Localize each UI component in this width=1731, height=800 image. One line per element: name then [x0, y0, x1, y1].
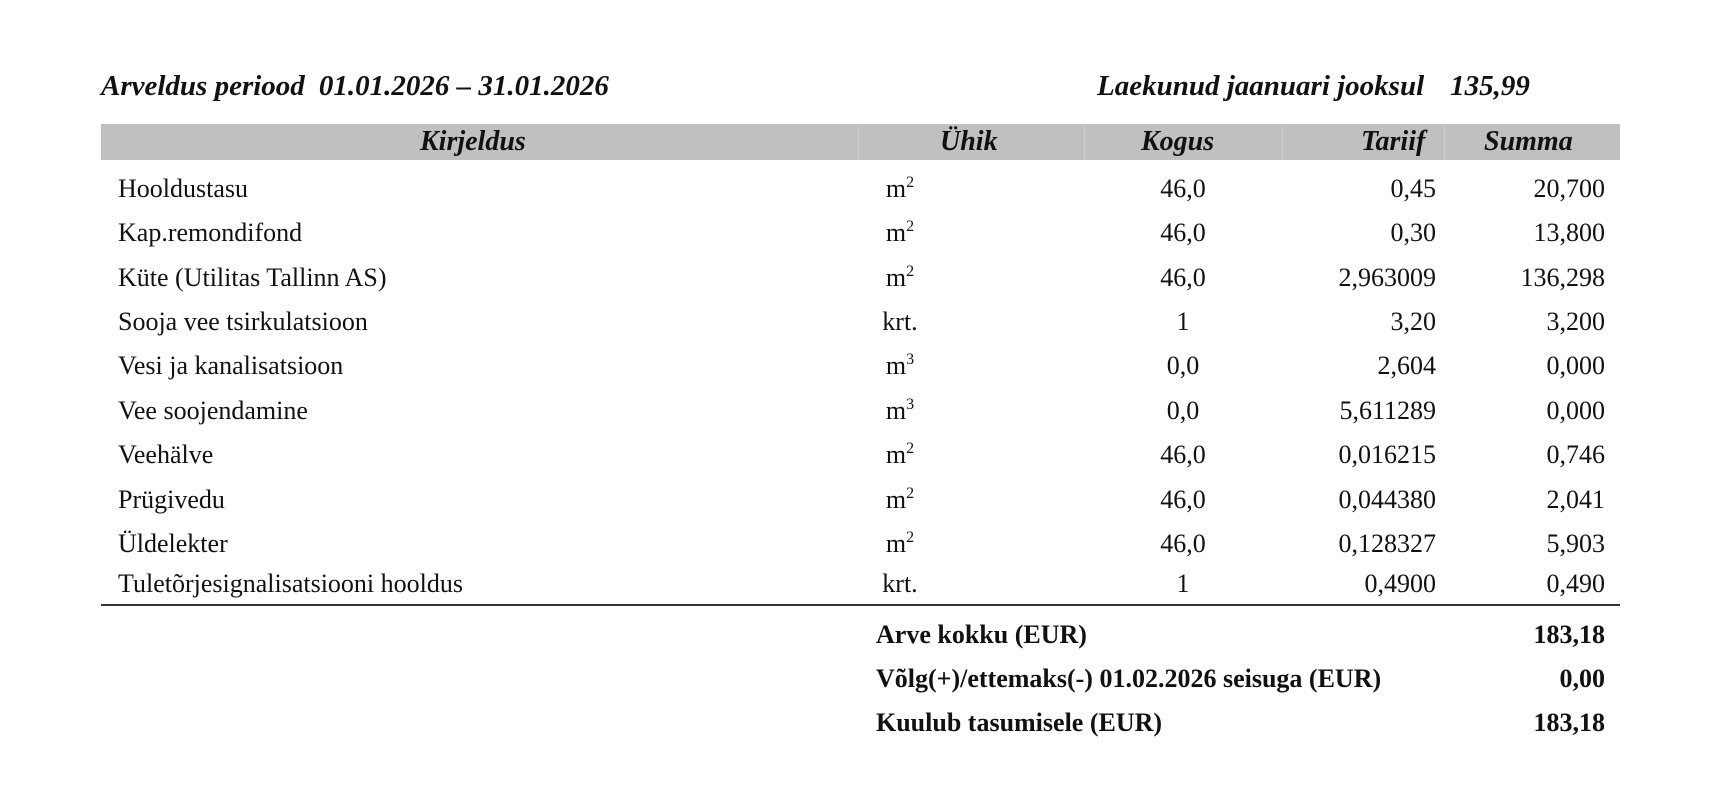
row-unit	[825, 529, 975, 559]
table-row	[0, 529, 1731, 565]
row-quantity: 46,0	[1160, 529, 1206, 558]
row-quantity: 46,0	[1160, 174, 1206, 203]
row-unit-base: m	[885, 529, 907, 558]
column-header-quantity: Kogus	[1141, 126, 1215, 157]
row-unit-power: 2	[906, 529, 915, 546]
row-description: Vee soojendamine	[118, 396, 308, 425]
table-row	[0, 569, 1731, 605]
row-quantity: 0,0	[1166, 351, 1200, 380]
amount-due	[0, 708, 1731, 744]
row-unit-power: 3	[906, 396, 915, 413]
total-invoice-value: 183,18	[1533, 620, 1605, 649]
row-sum: 0,490	[1546, 569, 1605, 598]
amount-due-value: 183,18	[1533, 708, 1605, 737]
total-invoice-label: Arve kokku (EUR)	[876, 620, 1087, 649]
column-header-unit: Ühik	[940, 126, 998, 157]
row-unit	[825, 351, 975, 381]
row-unit	[825, 174, 975, 204]
row-unit	[825, 263, 975, 293]
row-tariff: 0,016215	[1338, 440, 1436, 469]
row-sum: 20,700	[1533, 174, 1605, 203]
table-row	[0, 485, 1731, 521]
row-quantity: 0,0	[1166, 396, 1200, 425]
row-description: Tuletõrjesignalisatsiooni hooldus	[118, 569, 463, 598]
header-divider	[1444, 124, 1445, 160]
row-tariff: 2,604	[1377, 351, 1436, 380]
table-row	[0, 307, 1731, 343]
row-sum: 136,298	[1520, 263, 1605, 292]
column-header-tariff: Tariif	[1361, 126, 1426, 157]
row-description: Vesi ja kanalisatsioon	[118, 351, 344, 380]
row-quantity: 46,0	[1160, 485, 1206, 514]
row-unit	[825, 440, 975, 470]
table-row	[0, 440, 1731, 476]
row-unit	[825, 569, 975, 599]
row-quantity: 1	[1176, 569, 1190, 598]
row-quantity: 1	[1176, 307, 1190, 336]
row-description: Kap.remondifond	[118, 218, 303, 247]
row-unit-base: m	[885, 263, 907, 292]
billing-period-label: Arveldus periood	[101, 70, 305, 102]
row-sum: 0,746	[1546, 440, 1605, 469]
row-description: Sooja vee tsirkulatsioon	[118, 307, 368, 336]
row-quantity: 46,0	[1160, 263, 1206, 292]
row-tariff: 0,4900	[1364, 569, 1436, 598]
header-divider	[1084, 124, 1085, 160]
row-unit	[825, 218, 975, 248]
table-row	[0, 174, 1731, 210]
table-row	[0, 396, 1731, 432]
row-description: Küte (Utilitas Tallinn AS)	[118, 263, 387, 292]
row-unit-power: 2	[906, 174, 915, 191]
row-description: Hooldustasu	[118, 174, 248, 203]
row-tariff: 5,611289	[1339, 396, 1436, 425]
header-divider	[1282, 124, 1283, 160]
row-unit-base: m	[885, 218, 907, 247]
row-description: Prügivedu	[118, 485, 225, 514]
row-sum: 0,000	[1546, 396, 1605, 425]
row-tariff: 2,963009	[1338, 263, 1436, 292]
row-unit-base: m	[885, 485, 907, 514]
row-description: Veehälve	[118, 440, 214, 469]
table-row	[0, 263, 1731, 299]
total-invoice	[0, 620, 1731, 656]
row-unit-power: 2	[906, 218, 915, 235]
row-tariff: 0,044380	[1338, 485, 1436, 514]
received-label: Laekunud jaanuari jooksul	[1097, 70, 1425, 102]
row-tariff: 3,20	[1390, 307, 1436, 336]
table-row	[0, 351, 1731, 387]
row-sum: 13,800	[1533, 218, 1605, 247]
debt-prepayment-label: Võlg(+)/ettemaks(-) 01.02.2026 seisuga (EUR)	[876, 664, 1382, 693]
column-header-description: Kirjeldus	[420, 126, 526, 157]
row-unit	[825, 396, 975, 426]
amount-due-label: Kuulub tasumisele (EUR)	[876, 708, 1163, 737]
billing-period-range: 01.01.2026 – 31.01.2026	[318, 70, 609, 102]
row-unit-base: krt.	[882, 307, 918, 336]
row-unit-base: m	[885, 174, 907, 203]
debt-prepayment	[0, 664, 1731, 700]
row-tariff: 0,45	[1390, 174, 1436, 203]
row-sum: 3,200	[1546, 307, 1605, 336]
row-unit-power: 2	[906, 263, 915, 280]
table-row	[0, 218, 1731, 254]
header-divider	[858, 124, 859, 160]
table-bottom-rule	[101, 604, 1620, 606]
column-header-sum: Summa	[1484, 126, 1573, 157]
row-unit-power: 2	[906, 485, 915, 502]
row-tariff: 0,30	[1390, 218, 1436, 247]
row-quantity: 46,0	[1160, 440, 1206, 469]
row-sum: 0,000	[1546, 351, 1605, 380]
row-unit-power: 3	[906, 351, 915, 368]
received-payments	[1097, 70, 1530, 103]
row-description: Üldelekter	[118, 529, 228, 558]
row-unit-base: m	[885, 351, 907, 380]
row-unit-base: m	[885, 396, 907, 425]
row-unit	[825, 485, 975, 515]
row-unit-power: 2	[906, 440, 915, 457]
debt-prepayment-value: 0,00	[1559, 664, 1605, 693]
row-tariff: 0,128327	[1338, 529, 1436, 558]
row-unit-base: krt.	[882, 569, 918, 598]
received-amount: 135,99	[1450, 70, 1530, 102]
row-unit-base: m	[885, 440, 907, 469]
billing-period	[101, 70, 609, 103]
row-unit	[825, 307, 975, 337]
row-quantity: 46,0	[1160, 218, 1206, 247]
row-sum: 2,041	[1546, 485, 1605, 514]
row-sum: 5,903	[1546, 529, 1605, 558]
